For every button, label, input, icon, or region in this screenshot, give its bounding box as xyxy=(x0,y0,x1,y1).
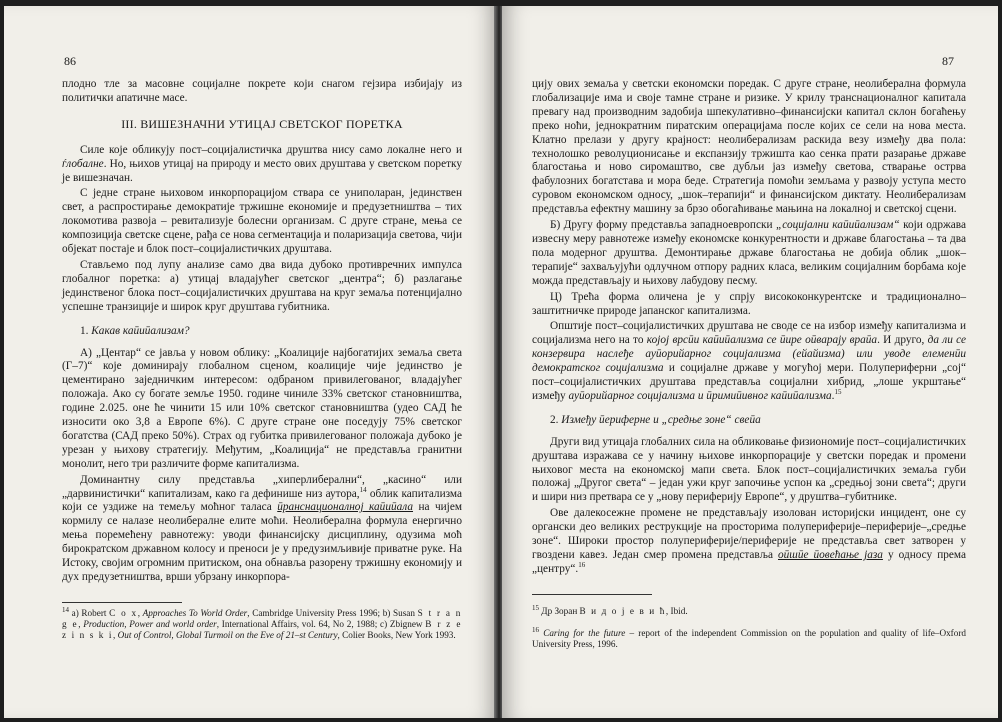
left-page xyxy=(4,6,496,718)
footnote-rule xyxy=(532,594,652,595)
right-page-body xyxy=(532,78,966,577)
footnote-16: $^{16}$ Caring for the future – report of the independent Commission on the population and quality of life–Oxford University Press, 1996. xyxy=(532,625,966,650)
footnote-ref: 15 xyxy=(834,388,842,397)
subsection-heading: 1. Какав каӣиӣализам? xyxy=(80,324,190,337)
page-number-left: 86 xyxy=(64,54,76,68)
paragraph: Други вид утицаја глобалних сила на обликовање физиономије пост–социјалистичких друштава изражава се у начину њихове инкорпорације у светски поредак и промени њиховог места на економској мапи света. Блок пост–социјалистичких земаља губи положај „Другог света“ – један ужи круг започиње успон ка „средњој зони света“; други и шири низ претвара се у „нову периферију Европе“, у друштва–губитнике. xyxy=(532,435,966,504)
page-number-right: 87 xyxy=(942,54,954,68)
paragraph: Општије пост–социјалистичких друштава не своде се на избор између капитализма и социјализма него на то којој врсӣи каӣиӣализма се ӣире оӣварају враӣа. И друго, да ли се конзервира наслеђе ауӣорийарног социјализма (ейайизма) или уводе елеменӣи демократског социјализма и социјалне државе у могућој мери. Полупериферни „сој“ пост–социјалистичких друштава представља социјални хибрид, „лоше укрштање“ између ауӣорийарног социјализма и ӣримиӣивног каӣиӣализма.$^{15}$ xyxy=(532,320,966,402)
paragraph: Стављемо под лупу анализе само два вида дубоко противречних импулса глобалног поретка: а) утицај владајућег светског „центра“; б) разлагање јединственог блока пост–социјалистичких друштава на круг земаља потенцијално успешне транзиције и широк круг друштава губитника. xyxy=(62,258,462,313)
footnote-ref: 16 xyxy=(578,561,586,570)
left-page-body xyxy=(62,78,462,585)
paragraph-intro: плодно тле за масовне социјалне покрете који снагом гејзира избијају из политички апатичне масе. xyxy=(62,78,462,104)
paragraph: цију ових земаља у светски економски поредак. С друге стране, неолиберална формула глобализације има и своје тамне стране и ризике. У крилу транснационалног капитала превагу над производним задобија шпекулативно–финансијски капитал склон богаћењу преко ноћи, једнократним пиратским операцијама после којих се сели на нова места. Клатно прелази у другу крајност: неолиберализам раскида везу између два пола: технолошко револуционисање и експанзију тржишта као сенка прати разарање државе благостања и ново сиромаштво, све дубљи јаз између светова, стварање острва фабулозних богатстава и мора беде. Стратегија помоћи земљама у развоју уступа место суровом економском односу, „шок–терапији“ и финансијском диктату. Неолиберализам представља ефектну машину за брзо обогаћивање мањина на локалној и светској сцени. xyxy=(532,78,966,216)
paragraph: Доминантну силу представља „хиперлиберални“, „касино“ или „дарвинистички“ капитализам, како га дефинише низ аутора,$^{14}$ облик капитализма који се уздиже на темељу моћног таласа ӣранснационалној каӣиӣала на чијем кормилу се налазе неолибералне елите моћи. Неолиберална формула енергично мења поремећену равнотежу: уводи финансијску дисциплину, одузима моћ бирократском државном колосу и преноси је у предузимљивије приватне руке. На Истоку, својим огромним притиском, она обнавља разорену тржишну економију и дух предузетништва, врши убрзану инкорпора- xyxy=(62,473,462,583)
footnote-rule xyxy=(62,602,182,603)
right-page xyxy=(502,6,998,718)
paragraph: С једне стране њиховом инкорпорацијом ствара се униполаран, јединствен свет, а распростирање демократије тржишне економије и предузетништва – тих локомотива развоја – ревитализује болесни организам. С друге стране, мења се композиција светске сцене, рађа се нова сегментација и поларизација светова, чији објекат постаје и блок пост–социјалистичких друштава. xyxy=(62,187,462,256)
paragraph: Ц) Трећа форма оличена је у спрју висококонкурентске и традиционално–заштитничке природе јапанског капитализма. xyxy=(532,290,966,317)
section-heading: III. ВИШЕЗНАЧНИ УТИЦАЈ СВЕТСКОГ ПОРЕТКА xyxy=(121,116,403,131)
footnote-ref: 14 xyxy=(359,485,367,494)
footnote-14: $^{14}$ a) Robert C o x, Approaches To World Order, Cambridge University Press 1996; b) Susan S t r a n g e, Production, Power and world order, International Affairs, vol. 64, No 2, 1988; c) Zbignew B r z e z i n s k i, Out of Control, Global Turmoil on the Eve of 21–st Century, Colier Books, New York 1993. xyxy=(62,605,462,641)
footnote-15: $^{15}$ Др Зоран В и д о ј е в и ћ, Ibid. xyxy=(532,603,688,616)
subsection-heading: 2. Између ӣериферне и „средње зоне“ свеӣа xyxy=(550,413,761,426)
paragraph: А) „Центар“ се јавља у новом облику: „Коалиције најбогатијих земаља света (Г–7)“ које доминирају глобалном сценом, коалиције чије јединство је цементирано заједничким интересом: одбраном привилегованог, владајућег положаја. Ако су богате земље 1950. године чиниле 33% светског становништва, године 2.025. оне ће чинити 15 или 10% светског становништва (удео САД ће износити око 3,8 а Европе 6%). С друге стране оне поседују 75% светског богатства (САД преко 50%). Страх од губитка привилегованог положаја дубоко је урезан у њихову стратегију. Међутим, „Коалиција“ не представља гранитни монолит, него три различите форме капитализма. xyxy=(62,346,462,470)
paragraph: Силе које обликују пост–социјалистичка друштва нису само локалне него и ѓлобалне. Но, њихов утицај на природу и место ових друштава у светском поретку је вишезначан. xyxy=(62,143,462,184)
paragraph: Ове далекосежне промене не представљају изолован историјски инцидент, оне су органски део великих реструкције на просторима полупериферије–периферије–„средње зоне“. Широки простор полупериферије/периферије не представља свет затворен у гвоздени кавез. Један смер промена представља оӣшӣе ӣовећање јаза у односу према „центру“.$^{16}$ xyxy=(532,507,966,575)
paragraph: Б) Другу форму представља западноевропски „социјални каӣиӣализам“ који одржава извесну меру равнотеже између економске конкурентности и државе благостања – та два пола модерног друштва. Демонтирање државе благостања не добија облик „шок–терапије“ захваљујући одлучном отпору радних класа, великим социјалним борбама које можда представљају и њихову лабудову песму. xyxy=(532,219,966,287)
